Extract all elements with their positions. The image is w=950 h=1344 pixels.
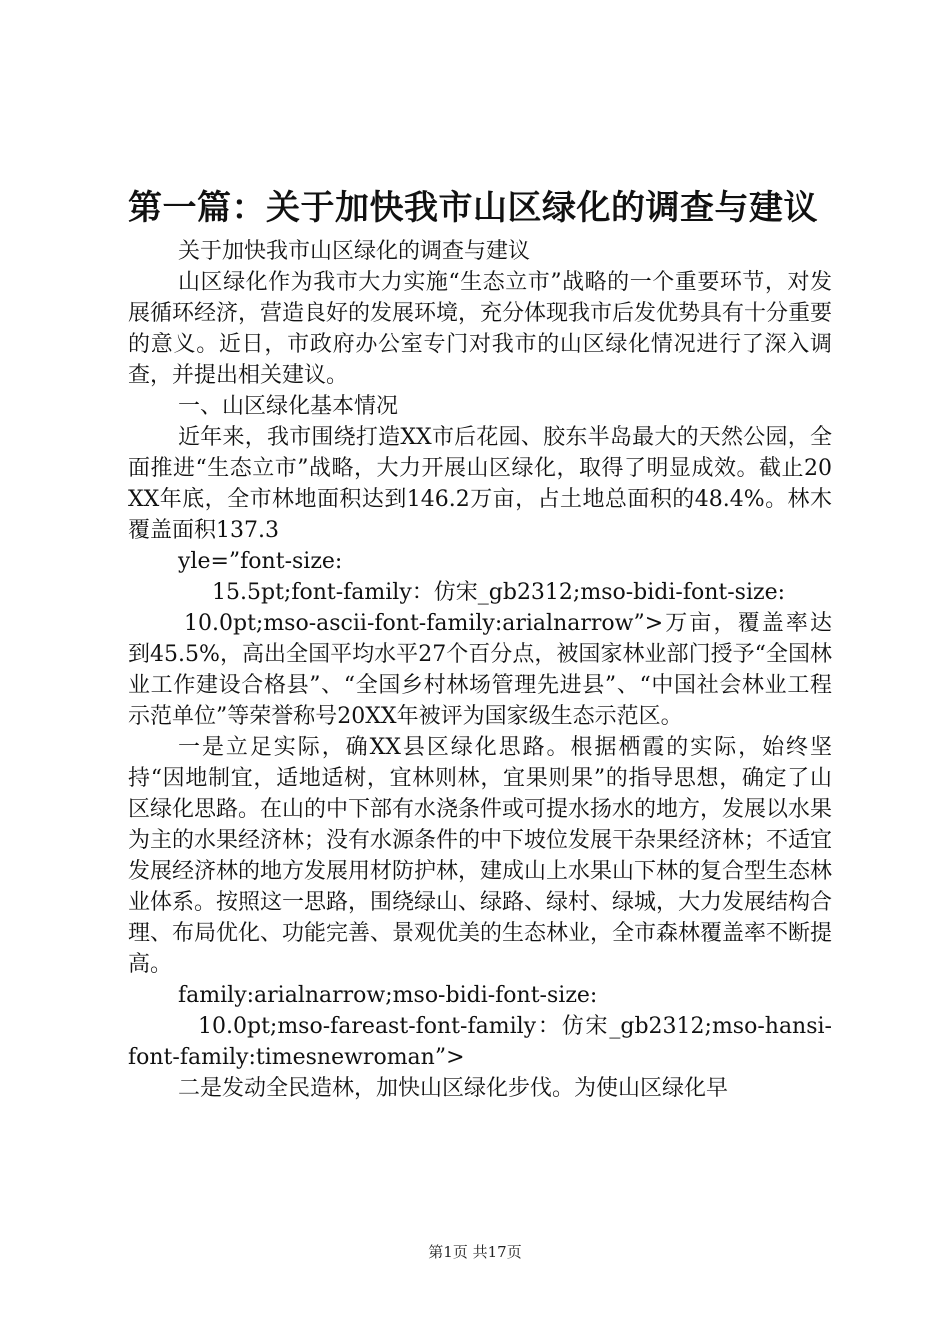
document-body [128, 236, 832, 1104]
paragraph-markup-fragment: family:arialnarrow;mso-bidi-font-size: [178, 983, 598, 1008]
section-heading: 一、山区绿化基本情况 [178, 394, 399, 419]
paragraph-coverage: 10.0pt;mso-ascii-font-family:arialnarrow”>万亩，覆盖率达到45.5%，高出全国平均水平27个百分点，被国家林业部门授予“全国林业工作建设合格县”、“全国乡村林场管理先进县”、“中国社会林业工程示范单位”等荣誉称号20XX年被评为国家级生态示范区。 [128, 611, 832, 729]
paragraph-point-one: 一是立足实际，确XX县区绿化思路。根据栖霞的实际，始终坚持“因地制宜，适地适树，宜林则林，宜果则果”的指导思想，确定了山区绿化思路。在山的中下部有水浇条件或可提水扬水的地方，发展以水果为主的水果经济林；没有水源条件的中下坡位发展干杂果经济林；不适宜发展经济林的地方发展用材防护林，建成山上水果山下林的复合型生态林业体系。按照这一思路，围绕绿山、绿路、绿村、绿城，大力发展结构合理、布局优化、功能完善、景观优美的生态林业，全市森林覆盖率不断提高。 [128, 735, 833, 977]
paragraph-subtitle: 关于加快我市山区绿化的调查与建议 [178, 239, 531, 264]
document-title: 第一篇：关于加快我市山区绿化的调查与建议 [128, 188, 818, 228]
paragraph-markup-fragment: 15.5pt;font-family：仿宋_gb2312;mso-bidi-font-size: [212, 580, 786, 605]
paragraph-point-two: 二是发动全民造林，加快山区绿化步伐。为使山区绿化早 [178, 1076, 729, 1101]
paragraph-intro: 山区绿化作为我市大力实施“生态立市”战略的一个重要环节，对发展循环经济，营造良好的发展环境，充分体现我市后发优势具有十分重要的意义。近日，市政府办公室专门对我市的山区绿化情况进行了深入调查，并提出相关建议。 [128, 270, 833, 388]
paragraph-markup-fragment: yle=”font-size: [178, 549, 343, 574]
page-footer: 第1页 共17页 [428, 1243, 522, 1261]
paragraph-markup-fragment: 10.0pt;mso-fareast-font-family：仿宋_gb2312;mso-hansi-font-family:timesnewroman”> [128, 1014, 832, 1070]
paragraph-overview: 近年来，我市围绕打造XX市后花园、胶东半岛最大的天然公园，全面推进“生态立市”战略，大力开展山区绿化，取得了明显成效。截止20XX年底，全市林地面积达到146.2万亩，占土地总面积的48.4%。林木覆盖面积137.3 [128, 425, 832, 543]
